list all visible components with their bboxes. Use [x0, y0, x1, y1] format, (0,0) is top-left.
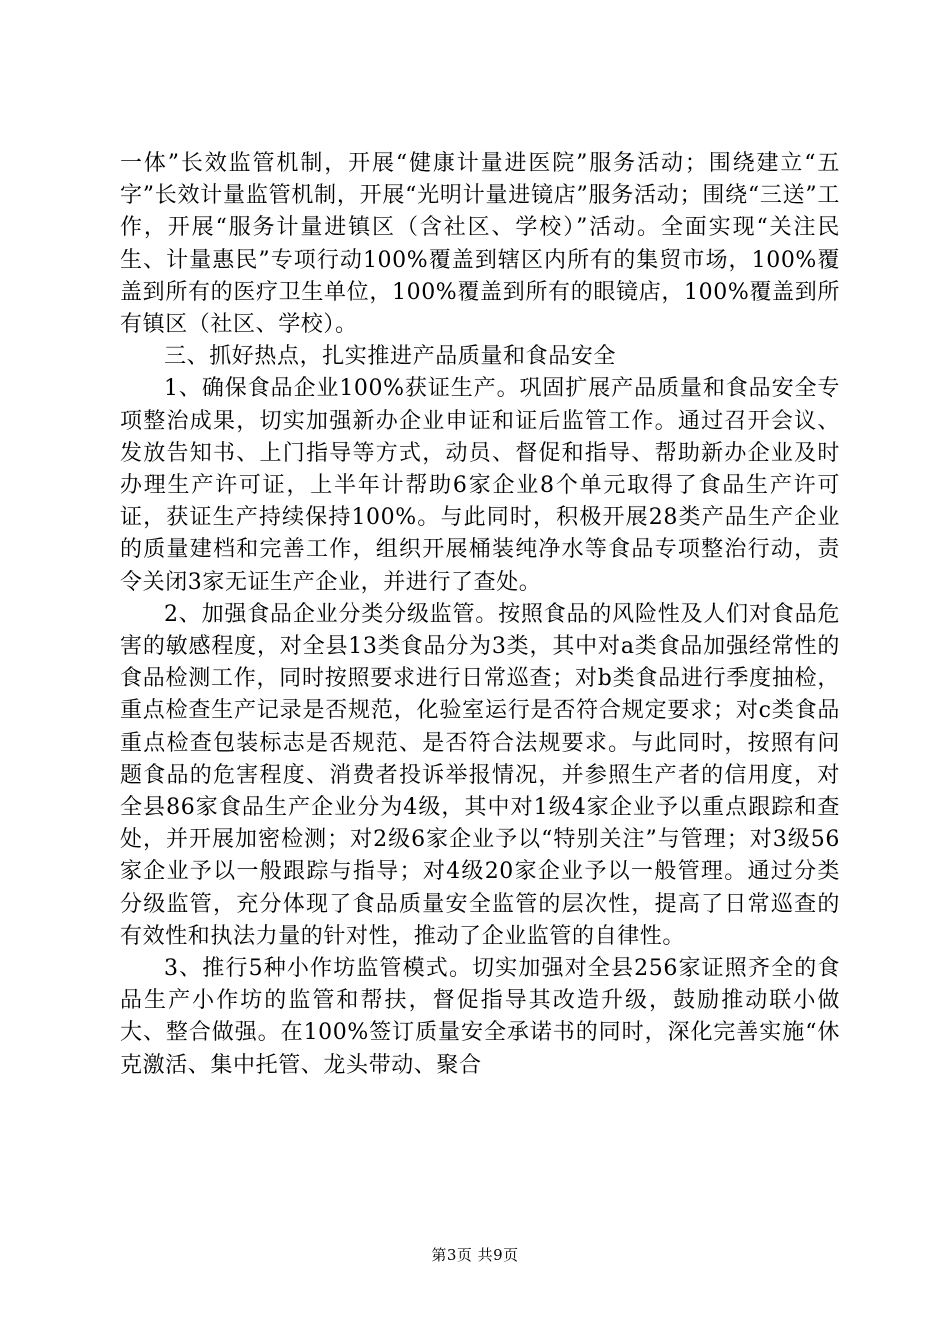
paragraph-item-1: 1、确保食品企业100%获证生产。巩固扩展产品质量和食品安全专项整治成果，切实加强新办企业申证和证后监管工作。通过召开会议、发放告知书、上门指导等方式，动员、督促和指导、帮助新办企业及时办理生产许可证，上半年计帮助6家企业8个单元取得了食品生产许可证，获证生产持续保持100%。与此同时，积极开展28类产品生产企业的质量建档和完善工作，组织开展桶装纯净水等食品专项整治行动，责令关闭3家无证生产企业，并进行了查处。 — [120, 376, 840, 595]
section-heading: 三、抓好热点，扎实推进产品质量和食品安全 — [164, 344, 617, 370]
paragraph-continuation: 一体”长效监管机制，开展“健康计量进医院”服务活动；围绕建立“五字”长效计量监管机制，开展“光明计量进镜店”服务活动；围绕“三送”工作，开展“服务计量进镇区（含社区、学校）”活动。全面实现“关注民生、计量惠民”专项行动100%覆盖到辖区内所有的集贸市场，100%覆盖到所有的医疗卫生单位，100%覆盖到所有的眼镜店，100%覆盖到所有镇区（社区、学校）。 — [120, 151, 840, 338]
paragraph-item-3: 3、推行5种小作坊监管模式。切实加强对全县256家证照齐全的食品生产小作坊的监管和帮扶，督促指导其改造升级，鼓励推动联小做大、整合做强。在100%签订质量安全承诺书的同时，深化完善实施“休克激活、集中托管、龙头带动、聚合 — [120, 956, 840, 1078]
paragraph-item-2: 2、加强食品企业分类分级监管。按照食品的风险性及人们对食品危害的敏感程度，对全县13类食品分为3类，其中对a类食品加强经常性的食品检测工作，同时按照要求进行日常巡查；对b类食品进行季度抽检，重点检查生产记录是否规范，化验室运行是否符合规定要求；对c类食品重点检查包装标志是否规范、是否符合法规要求。与此同时，按照有问题食品的危害程度、消费者投诉举报情况，并参照生产者的信用度，对全县86家食品生产企业分为4级，其中对1级4家企业予以重点跟踪和查处，并开展加密检测；对2级6家企业予以“特别关注”与管理；对3级56家企业予以一般跟踪与指导；对4级20家企业予以一般管理。通过分类分级监管，充分体现了食品质量安全监管的层次性，提高了日常巡查的有效性和执法力量的针对性，推动了企业监管的自律性。 — [120, 601, 840, 949]
document-body — [120, 148, 840, 1082]
page-footer: 第3页 共9页 — [431, 1246, 519, 1264]
